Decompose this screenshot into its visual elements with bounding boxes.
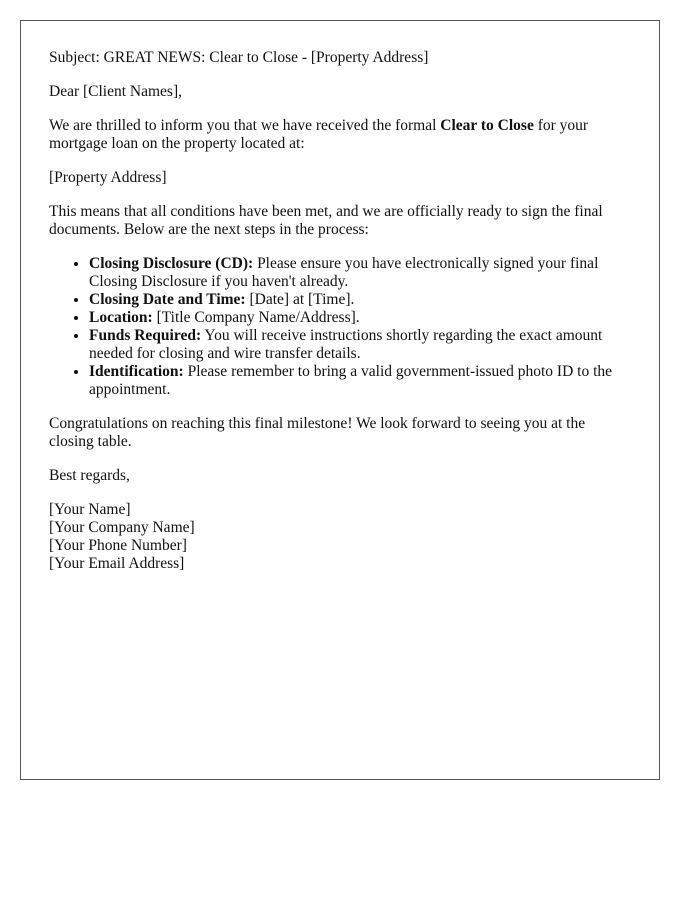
intro-paragraph: [49, 117, 631, 153]
intro-text-after: for your mortgage loan on the property located at:: [49, 117, 589, 152]
list-item: [89, 309, 631, 327]
signature-name: [Your Name]: [49, 501, 131, 518]
intro-text-bold: Clear to Close: [440, 117, 534, 134]
email-subject: Subject: GREAT NEWS: Clear to Close - [Property Address]: [49, 49, 429, 66]
signature-email: [Your Email Address]: [49, 555, 185, 572]
step-text: Please remember to bring a valid government-issued photo ID to the appointment.: [89, 363, 613, 398]
step-text: You will receive instructions shortly regarding the exact amount needed for closing and wire transfer details.: [89, 327, 603, 362]
signature-block: [49, 501, 631, 573]
closing-salutation: Best regards,: [49, 467, 130, 484]
step-text: [Date] at [Time].: [245, 291, 355, 308]
congratulations-paragraph: Congratulations on reaching this final milestone! We look forward to seeing you at the closing table.: [49, 415, 586, 450]
letter-container: [20, 20, 660, 780]
next-steps-list: [49, 255, 631, 399]
step-label: Closing Disclosure (CD):: [89, 255, 254, 272]
step-label: Funds Required:: [89, 327, 202, 344]
step-text: Please ensure you have electronically signed your final Closing Disclosure if you haven't already.: [89, 255, 599, 290]
step-label: Closing Date and Time:: [89, 291, 246, 308]
list-item: [89, 363, 631, 399]
step-label: Identification:: [89, 363, 184, 380]
list-item: [89, 255, 631, 291]
intro-text-before: We are thrilled to inform you that we have received the formal: [49, 117, 441, 134]
property-address: [Property Address]: [49, 169, 167, 186]
conditions-paragraph: This means that all conditions have been met, and we are officially ready to sign the final documents. Below are the next steps in the process:: [49, 203, 603, 238]
signature-phone: [Your Phone Number]: [49, 537, 187, 554]
greeting: Dear [Client Names],: [49, 83, 182, 100]
list-item: [89, 327, 631, 363]
signature-company: [Your Company Name]: [49, 519, 195, 536]
step-label: Location:: [89, 309, 153, 326]
step-text: [Title Company Name/Address].: [152, 309, 360, 326]
list-item: [89, 291, 631, 309]
